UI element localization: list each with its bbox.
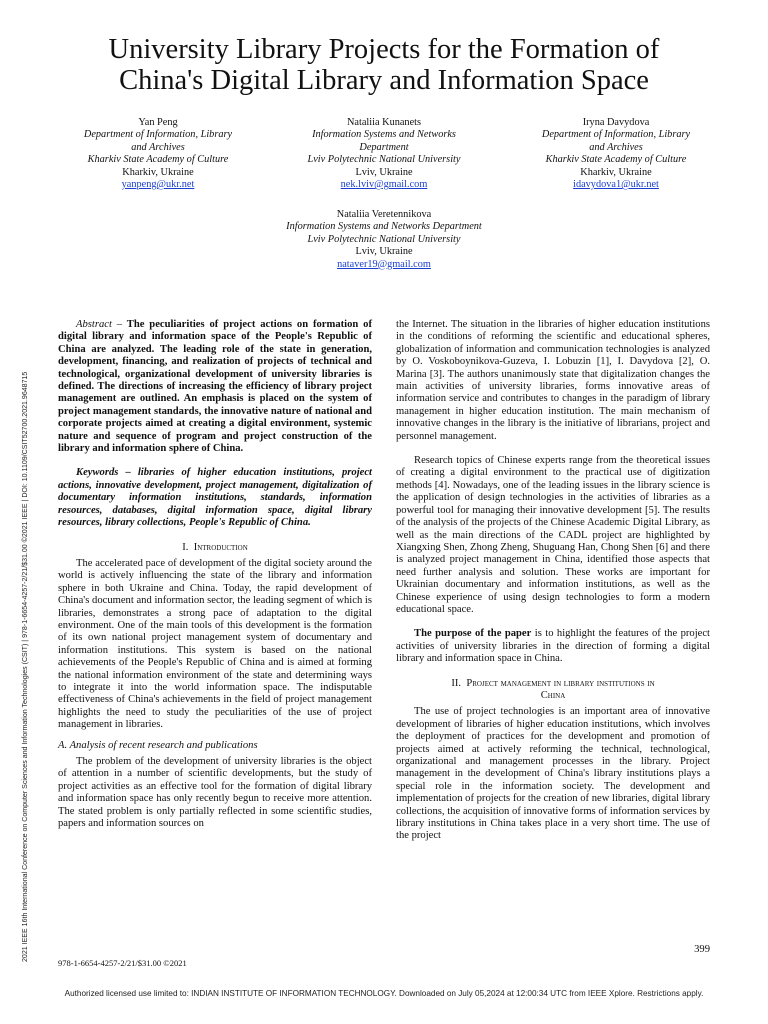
author-affiliation: and Archives (131, 141, 185, 153)
author-block-2 (284, 117, 484, 191)
author-affiliation: Kharkiv State Academy of Culture (545, 154, 687, 166)
section-heading-project-management (396, 678, 710, 703)
author-affiliation: Department of Information, Library (83, 129, 233, 141)
author-affiliation: and Archives (589, 141, 643, 153)
paper-title (40, 34, 728, 96)
research-topics-paragraph: Research topics of Chinese experts range from the theoretical issues of creating a digital environment to the practical use of digitization methods [4]. Nowadays, one of the leading issues in the library science is the application of design technologies in the activities of libraries as a powerful tool for managing their innovative development [5]. The results of the analysis of the projects of the Chinese Academic Digital Library, as well as the main directions of the CADL project are highlighted by Xiangxing Shen, Zhong Zheng, Shuguang Han, Chong Shen [6] and there is analyzed project management in China, identified those aspects that need further analysis and solution. These works are important for Ukrainian documentary and information institutions, as well as the Chinese experience of using design technologies to form a modern educational space. (396, 455, 710, 615)
abstract-text: The peculiarities of project actions on formation of digital library and information space of the People's Republic of China are analyzed. The leading role of the state in generation, development, financing, and realization of projects of technical and technological, organizational development of university libraries is defined. The directions of increasing the efficiency of library project management are outlined. An emphasis is placed on the system of project management standards, the innovative nature of national and corporate projects aimed at creating a digital environment, systemic nature and sequence of program and project construction of the library and information sphere of China. (58, 319, 372, 455)
section-title: Introduction (193, 541, 248, 553)
author-block-3 (516, 117, 716, 191)
author-name: Nataliia Kunanets (346, 117, 422, 128)
author-email-link[interactable]: nek.lviv@gmail.com (340, 179, 428, 191)
author-name: Nataliia Veretennikova (336, 209, 432, 220)
section-heading-introduction (58, 542, 372, 554)
page-number: 399 (694, 944, 710, 955)
subsection-heading: A. Analysis of recent research and publications (58, 739, 258, 751)
purpose-text: is to highlight the features of the project activities of university libraries in the direction of forming a digital library and information space in China. (396, 628, 710, 665)
title-line-2: China's Digital Library and Information Space (119, 65, 649, 96)
author-city: Kharkiv, Ukraine (122, 166, 194, 178)
author-email-link[interactable]: idavydova1@ukr.net (573, 179, 659, 191)
author-affiliation: Information Systems and Networks Department (286, 221, 482, 233)
author-affiliation: Department (359, 141, 409, 153)
introduction-paragraph: The accelerated pace of development of the digital society around the world is actively influencing the state of the library and information sphere in both Ukraine and China. Today, the rapid development of China's document and information sector, the leading segment of which is libraries, demonstrates a strong pace of adaptation to the digital environment. One of the main tools of this development is the formation of its own national project management system of documentary and information institutions. This system is based on the national achievements of the People's Republic of China and is aimed at forming the national information environment of the state and determining ways to integrate it into the world information space. The indisputable effectiveness of China's achievements in the field of project management highlights the need to study the peculiarities of the use of project management in libraries. (58, 557, 372, 731)
author-name: Yan Peng (138, 117, 178, 128)
section-number: I. (182, 541, 189, 553)
author-affiliation: Information Systems and Networks (312, 129, 456, 141)
keywords: Keywords – libraries of higher education institutions, project actions, innovative development, project management, digitalization of documentary information institutions, standards, information resources, databases, digital information space, digital library resources, library collections, People's Republic of China. (58, 467, 372, 529)
isbn-footer: 978-1-6654-4257-2/21/$31.00 ©2021 (58, 958, 187, 968)
author-affiliation: Lviv Polytechnic National University (307, 233, 461, 245)
sidebar-text: 2021 IEEE 16th International Conference on Computer Sciences and Information Technologies (CSIT) | 978-1-6654-4257-2/21/$31.00 ©2021 IEEE | DOI: 10.1109/CSIT52700.2021.9648715 (22, 371, 29, 962)
author-name: Iryna Davydova (582, 117, 650, 128)
author-affiliation: Kharkiv State Academy of Culture (87, 154, 229, 166)
left-column (58, 319, 372, 830)
author-city: Kharkiv, Ukraine (580, 166, 652, 178)
author-email-link[interactable]: yanpeng@ukr.net (121, 179, 195, 191)
section-title-continued: China (540, 689, 566, 701)
internet-paragraph: the Internet. The situation in the libraries of higher education institutions in the conditions of reforming the scientific and educational spheres, globalization of information and communication technologies is analyzed by O. Voskoboynikova-Guzeva, I. Lobuzin [1], I. Davydova [2], O. Marina [3]. The authors unanimously state that digitalization changes the main activities of university libraries, forms innovative areas of information service and contributes to changes in the paradigm of library management in higher education institution. The main mechanism of innovative changes in the library is the initiative of librarians, project and personnel management. (396, 319, 710, 442)
license-footer: Authorized licensed use limited to: INDIAN INSTITUTE OF INFORMATION TECHNOLOGY. Downloaded on July 05,2024 at 12:00:34 UTC from IEEE Xplore. Restrictions apply. (64, 989, 704, 998)
author-block-4 (234, 209, 534, 271)
author-affiliation: Lviv Polytechnic National University (307, 154, 461, 166)
project-technologies-paragraph: The use of project technologies is an important area of innovative development of libraries of higher education institutions, which involves the deployment of practices for the development and promotion of projects aimed at actively reforming the technical, technological, organizational and management processes in the library. Project management in the development of China's library institutions plays a special role in the information society. The development and implementation of projects for the creation of new libraries, digital library collections, the acquisition of innovative forms of information services by library institutions in China takes place in a very short time. The use of the project (396, 706, 710, 842)
abstract (58, 319, 372, 455)
section-title: Project management in library institutions in (466, 677, 655, 689)
author-city: Lviv, Ukraine (355, 246, 413, 258)
author-city: Lviv, Ukraine (355, 166, 413, 178)
purpose-paragraph (396, 628, 710, 665)
conference-sidebar (14, 212, 30, 962)
section-number: II. (451, 677, 462, 689)
author-block-1 (58, 117, 258, 191)
author-affiliation: Department of Information, Library (541, 129, 691, 141)
author-email-link[interactable]: nataver19@gmail.com (337, 258, 431, 270)
right-column (396, 319, 710, 843)
purpose-label: The purpose of the paper (414, 628, 532, 640)
title-line-1: University Library Projects for the Formation of (108, 34, 660, 65)
abstract-label: Abstract – (76, 319, 123, 330)
research-paragraph: The problem of the development of university libraries is the object of attention in a number of scientific developments, but the study of project activities as an effective tool for the formation of digital library and information space has only recently begun to receive more attention. The stated problem is only partially reflected in some scientific studies, papers and information sources on (58, 756, 372, 830)
